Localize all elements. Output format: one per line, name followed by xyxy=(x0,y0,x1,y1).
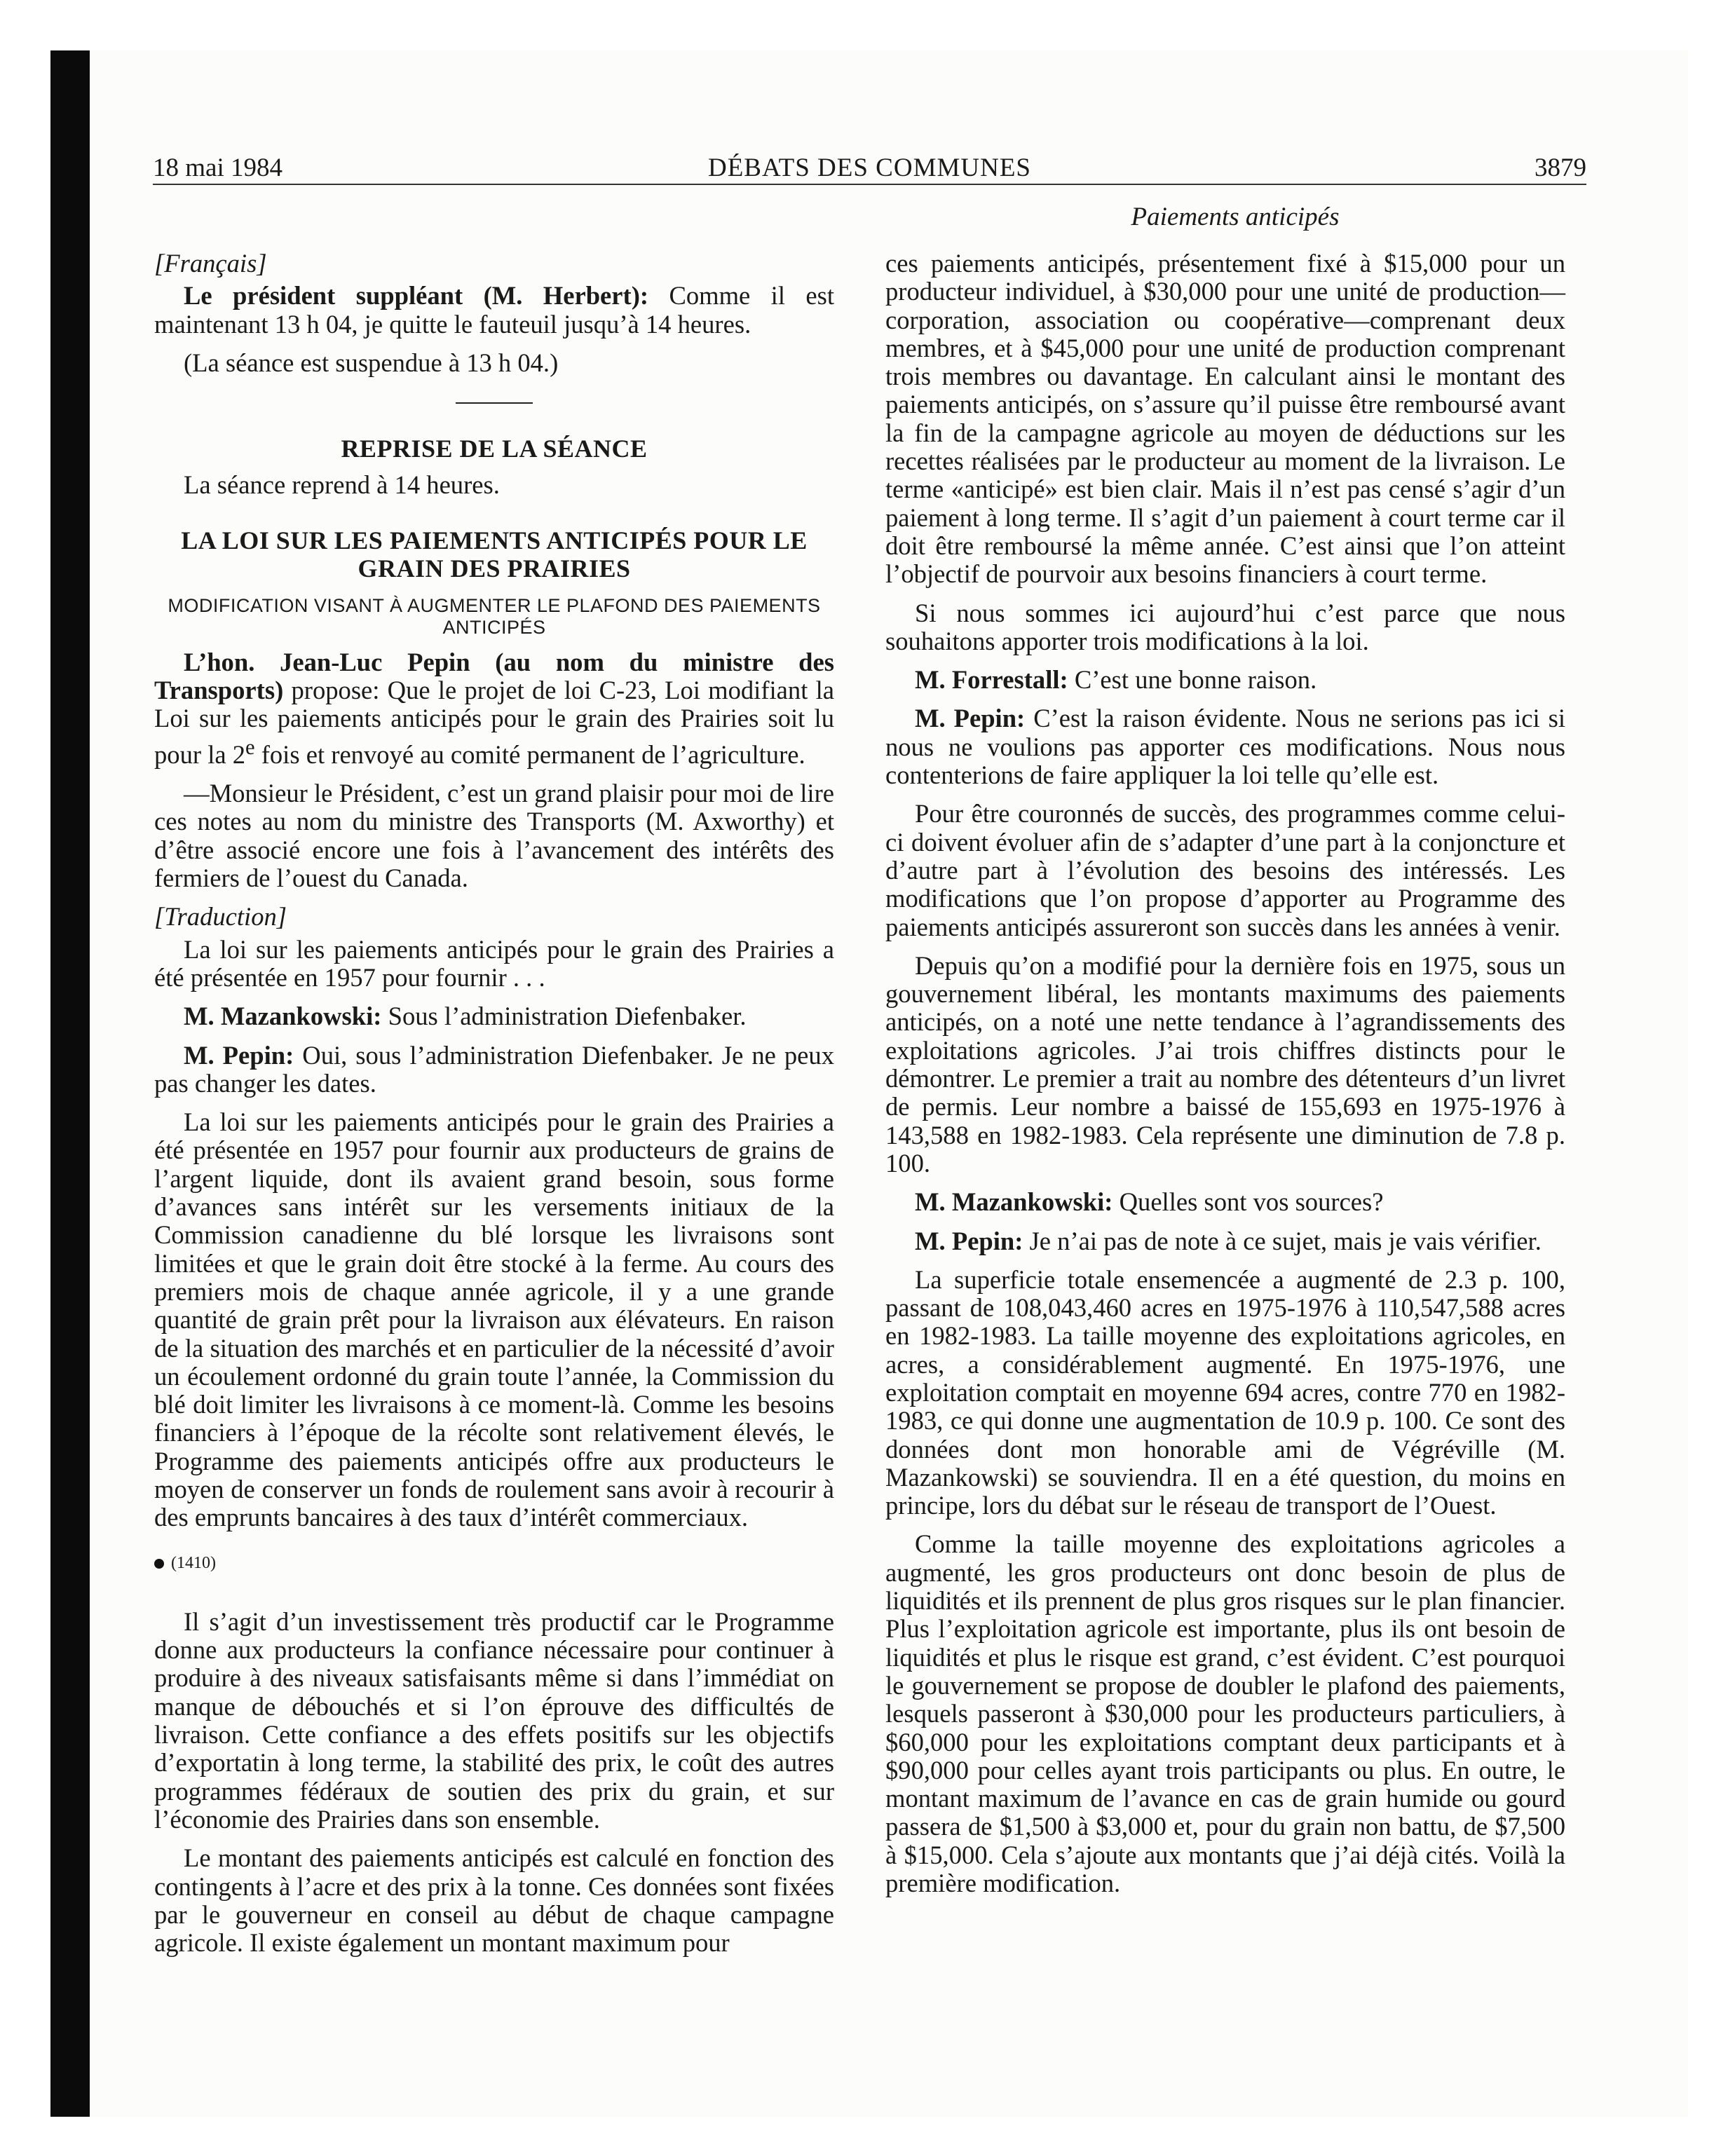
speech-text: Quelles sont vos sources? xyxy=(1113,1187,1384,1217)
speech-text: fois et renvoyé au comité permanent de l’agriculture. xyxy=(254,739,805,769)
paragraph: Il s’agit d’un investissement très productif car le Programme donne aux producteurs la confiance nécessaire pour continuer à produire à des niveaux satisfaisants même si dans l’immédiat on manque de débouchés et si l’on éprouve des difficultés de livraison. Cette confiance a des effets positifs sur les objectifs d’exportatin à long terme, la stabilité des prix, le coût des autres programmes fédéraux de soutien des prix du grain, et sur l’économie des Prairies dans son ensemble. xyxy=(154,1606,834,1834)
speaker-name: M. Pepin: xyxy=(915,1226,1023,1255)
paragraph xyxy=(154,1002,834,1030)
paragraph: Le montant des paiements anticipés est calculé en fonction des contingents à l’acre et des prix à la tonne. Ces données sont fixées par le gouverneur en conseil au début de chaque campagne agricole. Il existe également un montant maximum pour xyxy=(154,1843,834,1958)
paragraph xyxy=(885,1227,1565,1255)
paragraph: Comme la taille moyenne des exploitations agricoles a augmenté, les gros producteurs ont donc besoin de plus de liquidités et ils prennent de plus gros risques sur le plan financier. Plus l’exploitation agricole est importante, plus ils ont besoin de liquidités et plus le risque est grand, c’est évident. C’est pourquoi le gouvernement se propose de doubler le plafond des paiements, lesquels passeront à $30,000 pour les producteurs particuliers, à $60,000 pour les exploitations comptant deux participants et à $90,000 pour celles ayant trois participants ou plus. En outre, le montant maximum de l’avance en cas de grain humide ou gourd passera de $1,500 à $3,000 et, pour du grain non battu, de $7,500 à $15,000. Cela s’ajoute aux montants que j’ai déjà cités. Voilà la première modification. xyxy=(885,1529,1565,1898)
time-marker-label: (1410) xyxy=(171,1553,216,1572)
section-separator xyxy=(456,402,533,404)
header-title: DÉBATS DES COMMUNES xyxy=(707,153,1031,182)
paragraph: (La séance est suspendue à 13 h 04.) xyxy=(184,348,559,377)
paragraph: La superficie totale ensemencée a augmenté de 2.3 p. 100, passant de 108,043,460 acres en 1975-1976 à 110,547,588 acres en 1982-1983. La taille moyenne des exploitations agricoles, en acres, a considérablement augmenté. En 1975-1976, une exploitation comptait en moyenne 694 acres, contre 770 en 1982-1983, ce qui donne une augmentation de 10.9 p. 100. Ce sont des données dont mon honorable ami de Végréville (M. Mazankowski) se souviendra. Il en a été question, du moins en principe, lors du débat sur le réseau de transport de l’Ouest. xyxy=(885,1264,1565,1520)
bill-heading: LA LOI SUR LES PAIEMENTS ANTICIPÉS POUR LE GRAIN DES PRAIRIES xyxy=(181,526,808,582)
speaker-name: L’hon. Jean-Luc Pepin (au nom du ministre des Transports) xyxy=(154,647,834,705)
time-marker xyxy=(154,1549,834,1577)
language-tag-traduction: [Traduction] xyxy=(154,902,287,932)
speaker-name: M. Pepin: xyxy=(184,1040,294,1070)
superscript: e xyxy=(245,735,255,759)
speech-text: Sous l’administration Diefenbaker. xyxy=(381,1002,747,1031)
speech-text: C’est une bonne raison. xyxy=(1068,665,1317,695)
paragraph: Si nous sommes ici aujourd’hui c’est parce que nous souhaitons apporter trois modifications à la loi. xyxy=(885,598,1565,655)
section-heading: REPRISE DE LA SÉANCE xyxy=(341,435,648,463)
running-title: Paiements anticipés xyxy=(1131,203,1340,231)
header-page-number: 3879 xyxy=(1535,153,1586,182)
bullet-icon xyxy=(154,1559,164,1569)
binding-edge xyxy=(50,50,90,2117)
header-date: 18 mai 1984 xyxy=(153,153,283,182)
speaker-name: M. Mazankowski: xyxy=(915,1187,1113,1217)
right-column xyxy=(885,250,1565,1908)
paragraph: La séance reprend à 14 heures. xyxy=(184,470,500,500)
paragraph: La loi sur les paiements anticipés pour le grain des Prairies a été présentée en 1957 pour fournir aux producteurs de grains de l’argent liquide, dont ils avaient grand besoin, sous forme d’avances sans intérêt sur les versements initiaux de la Commission canadienne du blé lorsque les livraisons sont limitées et que le grain doit être stocké à la ferme. Au cours des premiers mois de chaque année agricole, il y a une grande quantité de grain prêt pour la livraison aux élévateurs. En raison de la situation des marchés et en particulier de la nécessité d’avoir un écoulement ordonné du grain toute l’année, la Commission du blé doit limiter les livraisons à ce moment-là. Comme les besoins financiers à l’époque de la récolte sont relativement élevés, le Programme des paiements anticipés offre aux producteurs le moyen de conserver un fonds de roulement sans avoir à recourir à des emprunts bancaires à des taux d’intérêt commerciaux. xyxy=(154,1107,834,1532)
paragraph: Pour être couronnés de succès, des programmes comme celui-ci doivent évoluer afin de s’adapter d’une part à la conjoncture et d’autre part à l’évolution des besoins des intéressés. Les modifications que l’on propose d’apporter au Programme des paiements anticipés assureront son succès dans les années à venir. xyxy=(885,799,1565,941)
page-header xyxy=(153,153,1586,188)
speaker-name: M. Mazankowski: xyxy=(184,1002,382,1031)
paragraph xyxy=(885,704,1565,789)
speech-text: Comme il est maintenant 13 h 04, je quitte le fauteuil jusqu’à 14 heures. xyxy=(154,281,835,339)
paragraph: —Monsieur le Président, c’est un grand plaisir pour moi de lire ces notes au nom du ministre des Transports (M. Axworthy) et d’être associé encore une fois à l’avancement des intérêts des fermiers de l’ouest du Canada. xyxy=(154,779,834,893)
speaker-name: M. Pepin: xyxy=(915,704,1026,733)
speech-text: C’est la raison évidente. Nous ne serions pas ici si nous ne voulions pas apporter ces modifications. Nous nous contenterions de faire appliquer la loi telle qu’elle est. xyxy=(885,704,1566,790)
speech-text: Je n’ai pas de note à ce sujet, mais je vais vérifier. xyxy=(1023,1226,1542,1255)
paragraph xyxy=(154,1042,834,1098)
paragraph xyxy=(154,648,834,769)
speaker-name: M. Forrestall: xyxy=(915,665,1068,695)
paragraph: Depuis qu’on a modifié pour la dernière fois en 1975, sous un gouvernement libéral, les montants maximums des paiements anticipés, on a noté une nette tendance à l’agrandissements des exploitations agricoles. J’ai trois chiffres distincts pour le démontrer. Le premier a trait au nombre des détenteurs d’un livret de permis. Leur nombre a baissé de 155,693 en 1975-1976 à 143,588 en 1982-1983. Cela représente une diminution de 7.8 p. 100. xyxy=(885,950,1565,1178)
left-column xyxy=(154,250,834,1967)
paragraph xyxy=(885,666,1565,694)
paragraph xyxy=(885,1188,1565,1216)
header-rule xyxy=(153,184,1586,185)
paragraph: ces paiements anticipés, présentement fixé à $15,000 pour un producteur individuel, à $30,000 pour une unité de production—corporation, association ou coopérative—comprenant deux membres, et à $45,000 pour une unité de production comprenant trois membres ou davantage. En calculant ainsi le montant des paiements anticipés, on s’assure qu’il puisse être remboursé avant la fin de la campagne agricole au moyen de déductions sur les recettes réalisées par le producteur au moment de la livraison. Le terme «anticipé» est bien clair. Mais il n’est pas censé s’agir d’un paiement à long terme. Il s’agit d’un paiement à court terme car il doit être remboursé la même année. C’est ainsi que l’on atteint l’objectif de pourvoir aux besoins financiers à court terme. xyxy=(885,249,1565,589)
paragraph xyxy=(154,282,834,339)
speaker-name: Le président suppléant (M. Herbert): xyxy=(184,281,649,311)
speech-text: propose: Que le projet de loi C-23, Loi modifiant la Loi sur les paiements anticipés pour le grain des Prairies soit lu pour la 2 xyxy=(154,676,834,769)
speech-text: Oui, sous l’administration Diefenbaker. Je ne peux pas changer les dates. xyxy=(154,1040,834,1098)
language-tag-francais: [Français] xyxy=(154,249,267,278)
bill-subheading: MODIFICATION VISANT À AUGMENTER LE PLAFOND DES PAIEMENTS ANTICIPÉS xyxy=(168,594,821,638)
paragraph: La loi sur les paiements anticipés pour le grain des Prairies a été présentée en 1957 pour fournir . . . xyxy=(154,934,834,992)
